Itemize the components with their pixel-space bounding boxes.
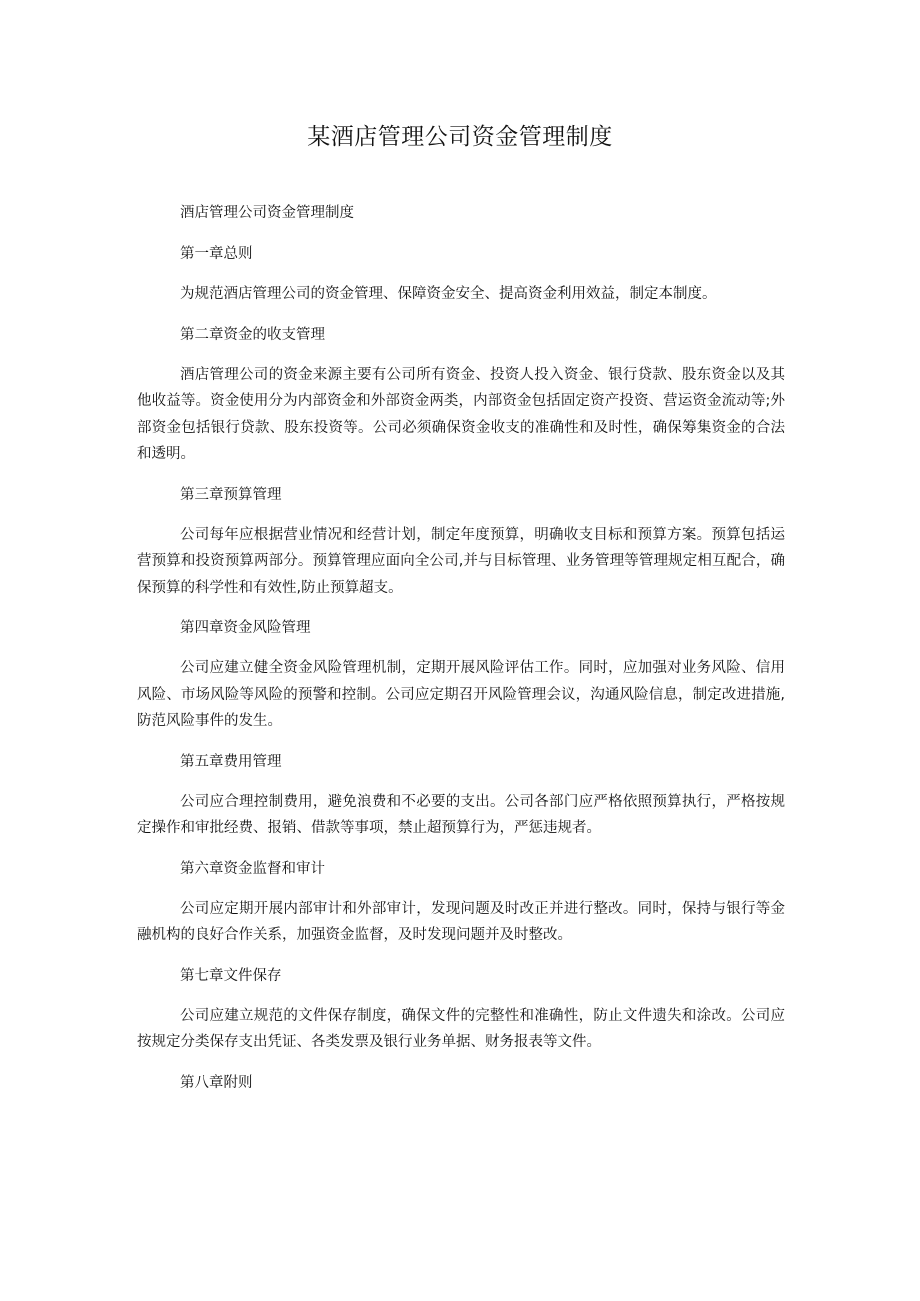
section-body-3: 公司每年应根据营业情况和经营计划，制定年度预算，明确收支目标和预算方案。预算包括运营预算和投资预算两部分。预算管理应面向全公司,并与目标管理、业务管理等管理规定相互配合，确保预算的科学性和有效性,防止预算超支。 xyxy=(137,526,785,596)
section-heading-7: 第七章文件保存 xyxy=(180,967,282,984)
document-title: 某酒店管理公司资金管理制度 xyxy=(307,124,613,150)
section-body-1: 为规范酒店管理公司的资金管理、保障资金安全、提高资金利用效益，制定本制度。 xyxy=(180,286,717,302)
section-body-7: 公司应建立规范的文件保存制度，确保文件的完整性和准确性，防止文件遗失和涂改。公司应按规定分类保存支出凭证、各类发票及银行业务单据、财务报表等文件。 xyxy=(137,1007,785,1050)
section-body-2: 酒店管理公司的资金来源主要有公司所有资金、投资人投入资金、银行贷款、股东资金以及其他收益等。资金使用分为内部资金和外部资金两类，内部资金包括固定资产投资、营运资金流动等;外部资金包括银行贷款、股东投资等。公司必须确保资金收支的准确性和及时性，确保筹集资金的合法和透明。 xyxy=(137,366,785,462)
section-heading-6: 第六章资金监督和审计 xyxy=(180,860,325,877)
section-heading-2: 第二章资金的收支管理 xyxy=(180,326,325,343)
section-heading-3: 第三章预算管理 xyxy=(180,486,282,503)
section-heading-1: 第一章总则 xyxy=(180,246,253,262)
section-body-4: 公司应建立健全资金风险管理机制，定期开展风险评估工作。同时，应加强对业务风险、信用风险、市场风险等风险的预警和控制。公司应定期召开风险管理会议，沟通风险信息，制定改进措施,防范风险事件的发生。 xyxy=(137,660,785,729)
section-body-5: 公司应合理控制费用，避免浪费和不必要的支出。公司各部门应严格依照预算执行，严格按规定操作和审批经费、报销、借款等事项，禁止超预算行为，严惩违规者。 xyxy=(137,793,785,836)
document-subtitle: 酒店管理公司资金管理制度 xyxy=(180,205,354,221)
section-heading-4: 第四章资金风险管理 xyxy=(180,620,311,636)
document-body xyxy=(137,199,785,1097)
section-heading-8: 第八章附则 xyxy=(180,1074,253,1091)
section-heading-5: 第五章费用管理 xyxy=(180,753,282,770)
section-body-6: 公司应定期开展内部审计和外部审计，发现问题及时改正并进行整改。同时，保持与银行等金融机构的良好合作关系，加强资金监督，及时发现问题并及时整改。 xyxy=(137,900,785,943)
